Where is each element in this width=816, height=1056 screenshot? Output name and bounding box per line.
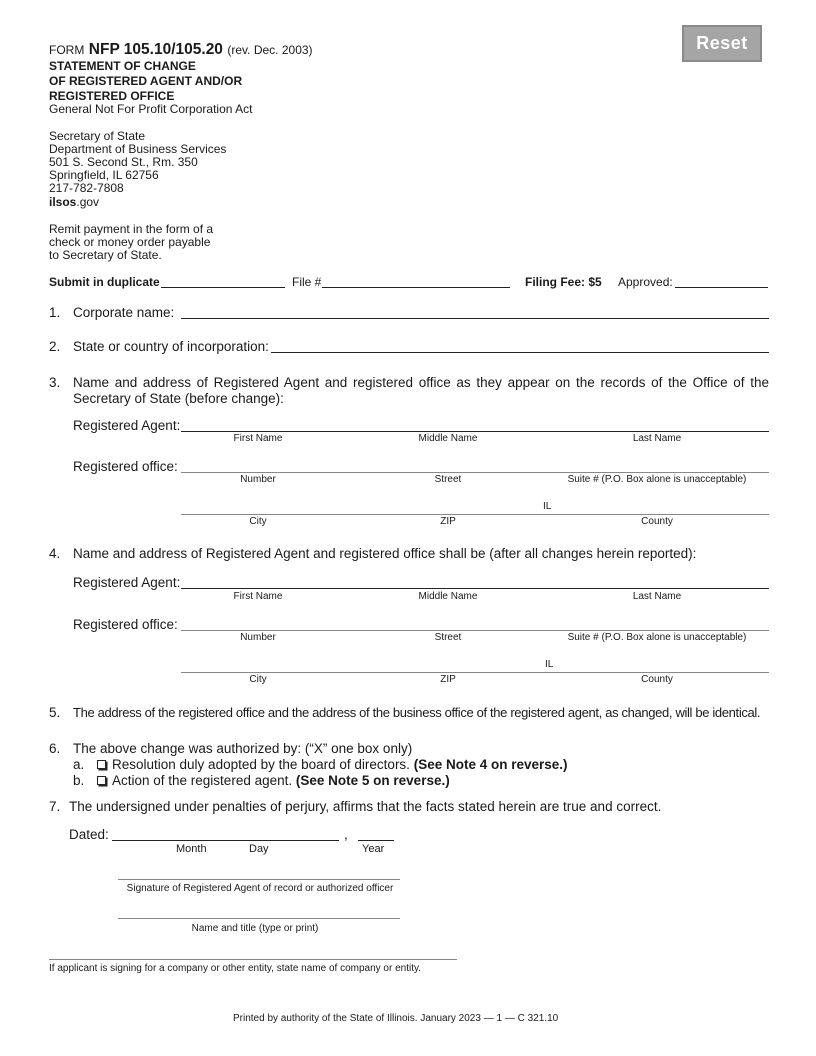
title-line-1: STATEMENT OF CHANGE (49, 59, 196, 73)
first-name-caption: First Name (233, 433, 283, 444)
item-5-number: 5. (49, 705, 61, 720)
item-4-number: 4. (49, 546, 61, 561)
name-title-caption: Name and title (type or print) (191, 923, 319, 934)
month-caption: Month (176, 843, 207, 855)
number-caption: Number (240, 474, 276, 485)
remit-line-1: Remit payment in the form of a (49, 222, 214, 236)
county-caption: County (641, 516, 673, 527)
incorporation-state-field[interactable] (271, 352, 769, 353)
office-address-field-before[interactable] (181, 472, 769, 473)
city-caption: City (249, 674, 267, 685)
remit-line-3: to Secretary of State. (49, 248, 162, 262)
name-title-field[interactable] (118, 918, 400, 919)
date-year-field[interactable] (358, 840, 394, 841)
date-comma: , (344, 827, 348, 842)
registered-agent-label-before: Registered Agent: (73, 418, 181, 433)
item-2-number: 2. (49, 339, 61, 354)
approved-field[interactable] (675, 287, 768, 288)
last-name-caption: Last Name (632, 591, 682, 602)
number-caption: Number (240, 632, 276, 643)
entity-caption: If applicant is signing for a company or other entity, state name of company or entity. (49, 963, 422, 974)
item-7-text: The undersigned under penalties of perjury, affirms that the facts stated herein are true and correct. (69, 799, 662, 814)
title-line-2: OF REGISTERED AGENT AND/OR (49, 74, 243, 88)
office-city-field-before[interactable] (181, 514, 769, 515)
state-il-before: IL (543, 501, 552, 512)
option-b-text: Action of the registered agent. (112, 773, 293, 788)
day-caption: Day (249, 843, 269, 855)
office-address-field-after[interactable] (181, 630, 769, 631)
county-caption: County (641, 674, 673, 685)
middle-name-caption: Middle Name (418, 433, 478, 444)
address-line-1: Secretary of State (49, 129, 146, 143)
suite-caption: Suite # (P.O. Box alone is unacceptable) (567, 474, 747, 485)
option-b-row (97, 773, 450, 788)
street-caption: Street (434, 474, 462, 485)
date-month-day-field[interactable] (112, 840, 339, 841)
option-a-letter: a. (73, 757, 85, 772)
dated-label: Dated: (69, 827, 109, 842)
office-city-field-after[interactable] (181, 672, 769, 673)
form-revision: (rev. Dec. 2003) (227, 43, 313, 57)
zip-caption: ZIP (440, 516, 456, 527)
act-subtitle: General Not For Profit Corporation Act (49, 102, 253, 116)
option-a-note: (See Note 4 on reverse.) (413, 757, 568, 772)
file-number-field[interactable] (322, 287, 510, 288)
option-a-row (97, 757, 568, 772)
item-6-number: 6. (49, 741, 61, 756)
corporate-name-field[interactable] (181, 318, 769, 319)
footer-text: Printed by authority of the State of Illinois. January 2023 — 1 — C 321.10 (233, 1013, 559, 1024)
corporate-name-label: Corporate name: (73, 305, 175, 320)
item-4-text: Name and address of Registered Agent and registered office shall be (after all changes herein reported): (73, 546, 697, 561)
reset-button[interactable]: Reset (682, 25, 762, 62)
zip-caption: ZIP (440, 674, 456, 685)
form-header (49, 41, 313, 59)
year-caption: Year (362, 843, 385, 855)
registered-agent-field-after[interactable] (181, 588, 769, 589)
item-1-number: 1. (49, 305, 61, 320)
checkbox-icon-agent-action[interactable] (97, 776, 106, 785)
option-b-note: (See Note 5 on reverse.) (295, 773, 450, 788)
approved-label: Approved: (618, 275, 673, 289)
submit-duplicate-label: Submit in duplicate (49, 275, 160, 289)
item-3-text: Name and address of Registered Agent and registered office as they appear on the records of the Office of the Secretary of State (before change): (73, 375, 769, 406)
signature-field[interactable] (118, 879, 400, 880)
state-il-after: IL (545, 659, 554, 670)
filing-fee-label: Filing Fee: $5 (525, 275, 602, 289)
item-5-text: The address of the registered office and the address of the business office of the registered agent, as changed, will be identical. (73, 705, 761, 720)
entity-name-field[interactable] (49, 959, 457, 960)
checkbox-icon-board-resolution[interactable] (97, 760, 106, 769)
registered-office-label-after: Registered office: (73, 617, 178, 632)
address-line-3: 501 S. Second St., Rm. 350 (49, 155, 198, 169)
submit-duplicate-field[interactable] (161, 287, 285, 288)
remit-line-2: check or money order payable (49, 235, 211, 249)
registered-agent-label-after: Registered Agent: (73, 575, 181, 590)
first-name-caption: First Name (233, 591, 283, 602)
street-caption: Street (434, 632, 462, 643)
website-domain: ilsos (49, 195, 77, 209)
signature-caption: Signature of Registered Agent of record or authorized officer (126, 883, 394, 894)
address-phone: 217-782-7808 (49, 181, 124, 195)
address-line-2: Department of Business Services (49, 142, 227, 156)
registered-office-label-before: Registered office: (73, 459, 178, 474)
title-line-3: REGISTERED OFFICE (49, 89, 175, 103)
item-3-number: 3. (49, 375, 61, 390)
suite-caption: Suite # (P.O. Box alone is unacceptable) (567, 632, 747, 643)
website (49, 195, 99, 209)
city-caption: City (249, 516, 267, 527)
option-a-text: Resolution duly adopted by the board of directors. (112, 757, 410, 772)
item-7-number: 7. (49, 799, 61, 814)
file-number-label: File # (292, 275, 322, 289)
address-line-4: Springfield, IL 62756 (49, 168, 159, 182)
item-6-text: The above change was authorized by: (“X” one box only) (73, 741, 413, 756)
option-b-letter: b. (73, 773, 85, 788)
middle-name-caption: Middle Name (418, 591, 478, 602)
last-name-caption: Last Name (632, 433, 682, 444)
form-prefix: FORM (49, 43, 85, 57)
incorporation-state-label: State or country of incorporation: (73, 339, 269, 354)
website-tld: .gov (76, 195, 100, 209)
registered-agent-field-before[interactable] (181, 431, 769, 432)
form-number: NFP 105.10/105.20 (88, 41, 223, 58)
